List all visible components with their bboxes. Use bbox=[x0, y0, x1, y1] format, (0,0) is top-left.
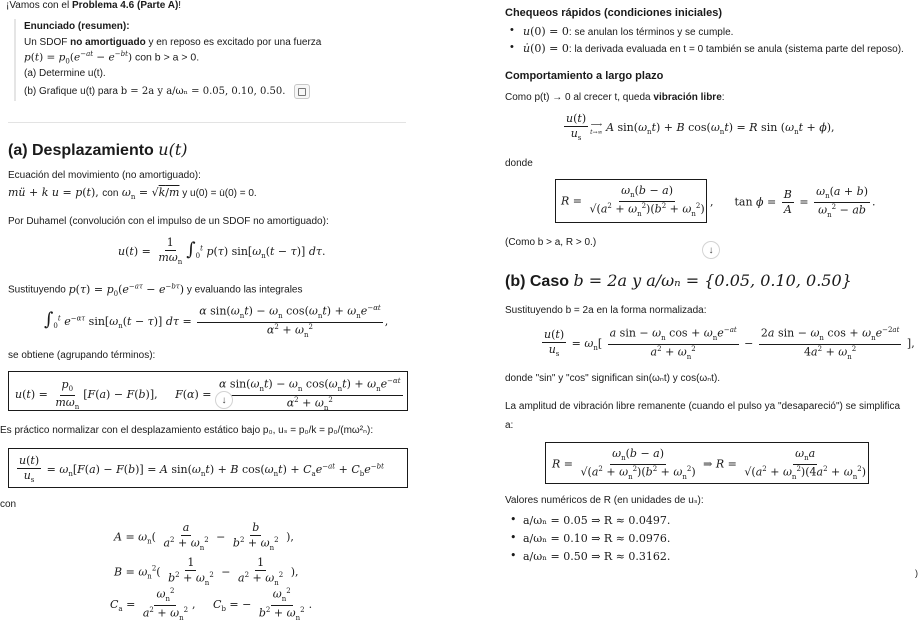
section-b-title: (b) Caso b = 2a y a/ωₙ = {0.05, 0.10, 0.50} bbox=[505, 271, 852, 290]
checks-heading: Chequeos rápidos (condiciones iniciales) bbox=[505, 7, 722, 19]
long-term-text: Como p(t) → 0 al crecer t, queda vibración libre: bbox=[505, 92, 725, 103]
arrow-down-icon[interactable]: ↓ bbox=[702, 241, 720, 259]
eq-motion: mü + k u = p(t), con $\omega_n = √k/m$ y u(0) = u̇(0) = 0. bbox=[8, 186, 257, 202]
value-item: • a/ωₙ = 0.10 ⇒ R ≈ 0.0976. bbox=[523, 532, 670, 545]
section-b-subst: Sustituyendo b = 2a en la forma normalizada: bbox=[505, 305, 707, 316]
donde-text: donde bbox=[505, 158, 533, 169]
statement-force-eq: $p(t) = p_0(e^{-at} - e^{-bt})$ con b > a > 0. bbox=[24, 50, 200, 66]
amp-text-2: a: bbox=[505, 420, 514, 431]
coef-B: $B = \omega_n^2$( $\frac{1}{b^2 + \omega_n^2}$ − $\frac{1}{a^2 + \omega_n^2}$ ), bbox=[114, 556, 299, 587]
phase-eq: , tan ϕ = $\frac{B}{A}$ = $\frac{\omega_n(a + b)}{\omega_n^2 - ab}$ . bbox=[710, 185, 876, 219]
amp-text-1: La amplitud de vibración libre remanente (cuando el pulso ya "desapareció") se simplifica bbox=[505, 401, 901, 412]
boxed-normalized: $\frac{u(t)}{u_s}$ = $\omega_n[F(a) - F(b)] = A$ $\sin(\omega_nt) + B$ $\cos(\omega_nt) + C_ae^{-at} + C_be^{-bt}$ bbox=[8, 448, 408, 488]
long-term-heading: Comportamiento a largo plazo bbox=[505, 70, 664, 82]
con-text: con bbox=[0, 499, 17, 510]
normalize-text: Es práctico normalizar con el desplazamiento estático bajo p₀, uₛ = p₀/k = p₀/(mω²ₙ): bbox=[0, 425, 374, 436]
section-b-eq: $\frac{u(t)}{u_s}$ = $\omega_n$[ $\frac{a \sin - \omega_n \cos + \omega_ne^{-at}}{a^2 + \omega_n^2}$ − $\frac{2a \sin - \omega_n \cos + \omega_ne^{-2at}}{4a^2 + \omega_n^2}$ ], bbox=[544, 326, 915, 361]
eq-motion-label: Ecuación del movimiento (no amortiguado): bbox=[8, 170, 201, 181]
section-a-title: (a) Desplazamiento u(t) bbox=[8, 140, 188, 159]
statement-item-a: (a) Determine u(t). bbox=[24, 68, 106, 79]
edge-paren: ) bbox=[915, 568, 918, 578]
copy-icon[interactable] bbox=[294, 84, 310, 99]
coef-A: $A = \omega_n$( $\frac{a}{a^2 + \omega_n^2}$ − $\frac{b}{b^2 + \omega_n^2}$ ), bbox=[114, 521, 294, 552]
check-item-2: • u̇(0) = 0: la derivada evaluada en t = 0 también se anula (sistema parte del reposo). bbox=[523, 42, 904, 55]
statement-line1: Un SDOF no amortiguado y en reposo es excitado por una fuerza bbox=[24, 37, 322, 48]
subst-text: Sustituyendo $p(\tau) = p_0(e^{-a\tau} - e^{-b\tau})$ y evaluando las integrales bbox=[8, 282, 303, 298]
divider bbox=[8, 122, 406, 123]
duhamel-text: Por Duhamel (convolución con el impulso de un SDOF no amortiguado): bbox=[8, 216, 329, 227]
integral-eq: $\int_0^t$ $e^{-\alpha\tau}$ $\sin[\omega_n(t - \tau)] d\tau$ = $\frac{\alpha \sin(\omega_nt) - \omega_n \cos(\omega_nt) + \omega_ne^{-\alpha t}}{\alpha^2 + \omega_n^2}$ , bbox=[44, 304, 389, 339]
free-vibration-eq: $\frac{u(t)}{u_s}$ ⟶ t→∞ A $\sin(\omega_nt) + B$ $\cos(\omega_nt) = R$ $\sin (\omega_nt + \phi)$, bbox=[566, 112, 835, 143]
boxed-solution: u(t) = $\frac{p_0}{m\omega_n}$ [F(a) − F(b)], F(α) = $\frac{\alpha \sin(\omega_nt) - \omega_n \cos(\omega_nt) + \omega_ne^{-\alpha t}}{\alpha^2 + \omega_n^2}$ bbox=[8, 371, 408, 411]
boxed-R-simplified: R = $\frac{\omega_n(b - a)}{√(a^2 + \omega_n^2)(b^2 + \omega_n^2)}$ ⇒ R = $\frac{\omega_na}{√(a^2 + \omega_n^2)(4a^2 + \omega_n^2)}$ bbox=[545, 442, 869, 484]
boxed-R: R = $\frac{\omega_n(b - a)}{√(a^2 + \omega_n^2)(b^2 + \omega_n^2)}$ bbox=[555, 179, 707, 223]
value-item: • a/ωₙ = 0.50 ⇒ R ≈ 0.3162. bbox=[523, 550, 670, 563]
coef-C: $C_a$ = $\frac{\omega_n^2}{a^2 + \omega_n^2}$ , $C_b$ = − $\frac{\omega_n^2}{b^2 + \omega_n^2}$ . bbox=[110, 587, 313, 622]
values-heading: Valores numéricos de R (en unidades de uₛ): bbox=[505, 495, 704, 506]
check-item-1: • u(0) = 0: se anulan los términos y se cumple. bbox=[523, 25, 733, 38]
duhamel-eq: u(t) = $\frac{1}{m\omega_n}$ $\int_0^t$ p(τ) $\sin[\omega_n(t - \tau)]$ dτ. bbox=[118, 236, 326, 267]
intro-line: ¡Vamos con el Problema 4.6 (Parte A)! bbox=[6, 0, 182, 11]
value-item: • a/ωₙ = 0.05 ⇒ R ≈ 0.0497. bbox=[523, 514, 670, 527]
arrow-down-icon[interactable]: ↓ bbox=[215, 391, 233, 409]
note-text: (Como b > a, R > 0.) bbox=[505, 237, 597, 248]
statement-heading: Enunciado (resumen): bbox=[24, 21, 130, 32]
statement-item-b: (b) Grafique u(t) para b = 2a y a/ωₙ = 0.05, 0.10, 0.50. bbox=[24, 84, 310, 99]
quote-bar bbox=[14, 19, 16, 101]
sin-cos-note: donde "sin" y "cos" significan sin(ωₙt) y cos(ωₙt). bbox=[505, 373, 721, 384]
group-text: se obtiene (agrupando términos): bbox=[8, 350, 156, 361]
